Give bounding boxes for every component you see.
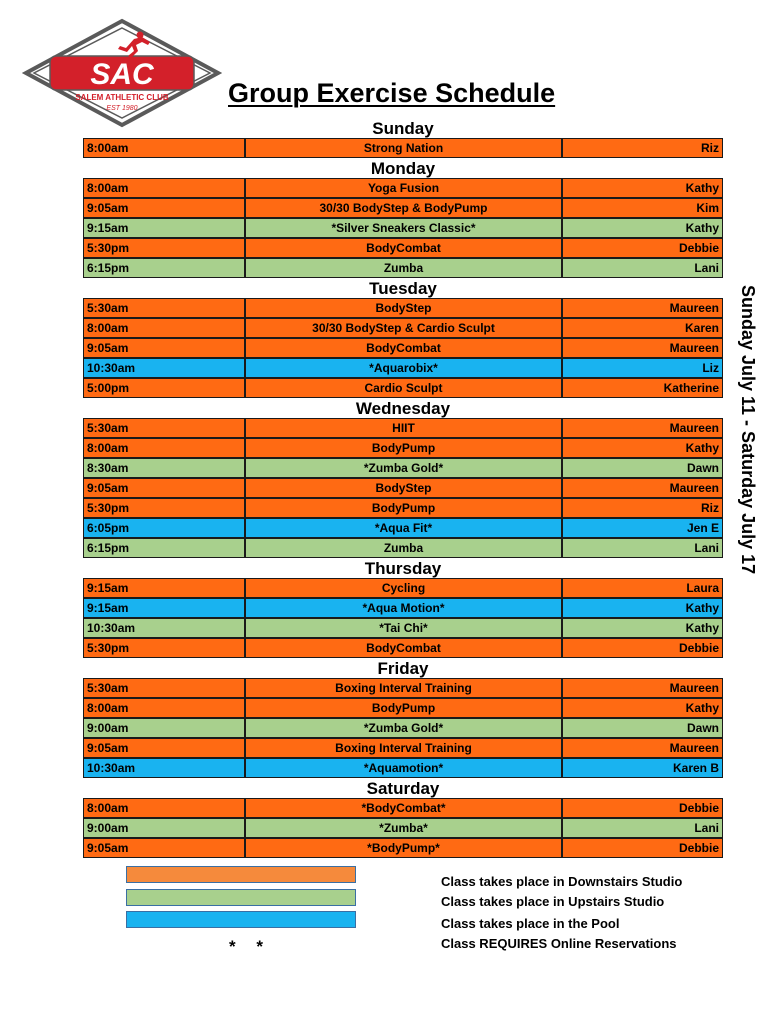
class-time: 5:30pm: [83, 638, 245, 658]
class-row: [83, 218, 723, 238]
class-row: [83, 838, 723, 858]
class-instructor: Riz: [562, 138, 723, 158]
class-name: 30/30 BodyStep & BodyPump: [245, 198, 562, 218]
class-instructor: Kim: [562, 198, 723, 218]
class-name: *Aquarobix*: [245, 358, 562, 378]
class-row: [83, 378, 723, 398]
class-name: *Tai Chi*: [245, 618, 562, 638]
class-row: [83, 238, 723, 258]
class-time: 10:30am: [83, 358, 245, 378]
class-instructor: Jen E: [562, 518, 723, 538]
class-name: *Silver Sneakers Classic*: [245, 218, 562, 238]
class-instructor: Liz: [562, 358, 723, 378]
day-header-monday: Monday: [370, 159, 436, 178]
class-time: 8:00am: [83, 698, 245, 718]
class-name: BodyStep: [245, 478, 562, 498]
class-instructor: Maureen: [562, 418, 723, 438]
day-header-sunday: Sunday: [372, 119, 434, 138]
class-name: *BodyPump*: [245, 838, 562, 858]
class-row: [83, 458, 723, 478]
class-instructor: Karen B: [562, 758, 723, 778]
class-time: 6:05pm: [83, 518, 245, 538]
class-time: 8:00am: [83, 178, 245, 198]
class-instructor: Kathy: [562, 218, 723, 238]
legend-swatch-upstairs: [126, 889, 356, 906]
day-header-tuesday: Tuesday: [369, 279, 437, 298]
class-time: 8:00am: [83, 798, 245, 818]
class-time: 8:00am: [83, 318, 245, 338]
date-range: Sunday July 11 - Saturday July 17: [738, 285, 758, 575]
class-name: *Zumba Gold*: [245, 718, 562, 738]
class-row: [83, 418, 723, 438]
class-row: [83, 318, 723, 338]
class-name: *Aquamotion*: [245, 758, 562, 778]
schedule-table: [83, 118, 723, 858]
class-instructor: Debbie: [562, 238, 723, 258]
class-time: 10:30am: [83, 618, 245, 638]
legend-reservation-label: Class REQUIRES Online Reservations: [441, 936, 677, 951]
class-name: Boxing Interval Training: [245, 678, 562, 698]
class-row: [83, 338, 723, 358]
class-instructor: Katherine: [562, 378, 723, 398]
class-row: [83, 538, 723, 558]
logo-established: EST 1980: [106, 105, 138, 112]
class-name: Yoga Fusion: [245, 178, 562, 198]
class-name: HIIT: [245, 418, 562, 438]
class-row: [83, 578, 723, 598]
class-row: [83, 198, 723, 218]
class-name: BodyCombat: [245, 338, 562, 358]
class-instructor: Maureen: [562, 338, 723, 358]
day-header-friday: Friday: [377, 659, 429, 678]
class-time: 9:05am: [83, 338, 245, 358]
class-instructor: Maureen: [562, 738, 723, 758]
page-title: Group Exercise Schedule: [228, 78, 556, 108]
class-name: Boxing Interval Training: [245, 738, 562, 758]
class-name: BodyPump: [245, 438, 562, 458]
logo-letters: SAC: [90, 58, 154, 91]
legend-swatch-downstairs: [126, 866, 356, 883]
class-time: 9:05am: [83, 838, 245, 858]
class-name: *Aqua Fit*: [245, 518, 562, 538]
class-name: BodyStep: [245, 298, 562, 318]
club-logo: [22, 18, 222, 128]
class-instructor: Maureen: [562, 678, 723, 698]
class-row: [83, 498, 723, 518]
class-row: [83, 258, 723, 278]
class-row: [83, 758, 723, 778]
day-header-wednesday: Wednesday: [355, 399, 451, 418]
class-row: [83, 178, 723, 198]
class-row: [83, 738, 723, 758]
class-time: 9:05am: [83, 198, 245, 218]
class-row: [83, 638, 723, 658]
legend-downstairs-label: Class takes place in Downstairs Studio: [441, 874, 683, 889]
class-name: BodyPump: [245, 698, 562, 718]
class-name: Strong Nation: [245, 138, 562, 158]
class-row: [83, 298, 723, 318]
class-instructor: Kathy: [562, 698, 723, 718]
class-row: [83, 478, 723, 498]
class-name: *Zumba Gold*: [245, 458, 562, 478]
class-instructor: Laura: [562, 578, 723, 598]
class-instructor: Lani: [562, 258, 723, 278]
legend-reservation-symbol: * *: [229, 937, 271, 956]
class-instructor: Debbie: [562, 838, 723, 858]
class-time: 5:30am: [83, 418, 245, 438]
legend-swatch-pool: [126, 911, 356, 928]
logo-club-name: SALEM ATHLETIC CLUB: [75, 93, 169, 102]
class-row: [83, 678, 723, 698]
day-header-saturday: Saturday: [366, 779, 440, 798]
logo-graphic: [22, 18, 222, 128]
class-name: BodyCombat: [245, 638, 562, 658]
class-row: [83, 138, 723, 158]
class-row: [83, 618, 723, 638]
class-time: 6:15pm: [83, 538, 245, 558]
class-instructor: Dawn: [562, 718, 723, 738]
class-instructor: Kathy: [562, 178, 723, 198]
class-instructor: Lani: [562, 818, 723, 838]
class-time: 5:00pm: [83, 378, 245, 398]
class-name: BodyPump: [245, 498, 562, 518]
class-name: *Zumba*: [245, 818, 562, 838]
class-time: 9:00am: [83, 818, 245, 838]
class-instructor: Dawn: [562, 458, 723, 478]
class-time: 9:05am: [83, 478, 245, 498]
class-row: [83, 798, 723, 818]
class-time: 6:15pm: [83, 258, 245, 278]
class-row: [83, 718, 723, 738]
legend-pool-label: Class takes place in the Pool: [441, 916, 620, 931]
class-time: 8:00am: [83, 438, 245, 458]
class-time: 5:30am: [83, 678, 245, 698]
class-instructor: Riz: [562, 498, 723, 518]
class-time: 8:30am: [83, 458, 245, 478]
class-name: *BodyCombat*: [245, 798, 562, 818]
class-name: Cycling: [245, 578, 562, 598]
class-name: 30/30 BodyStep & Cardio Sculpt: [245, 318, 562, 338]
class-name: BodyCombat: [245, 238, 562, 258]
class-time: 10:30am: [83, 758, 245, 778]
class-name: Cardio Sculpt: [245, 378, 562, 398]
class-time: 9:15am: [83, 598, 245, 618]
class-time: 9:05am: [83, 738, 245, 758]
class-time: 9:15am: [83, 218, 245, 238]
class-instructor: Debbie: [562, 638, 723, 658]
class-time: 5:30pm: [83, 238, 245, 258]
class-instructor: Maureen: [562, 478, 723, 498]
class-name: Zumba: [245, 258, 562, 278]
class-time: 9:00am: [83, 718, 245, 738]
class-instructor: Debbie: [562, 798, 723, 818]
class-row: [83, 698, 723, 718]
class-instructor: Lani: [562, 538, 723, 558]
class-name: Zumba: [245, 538, 562, 558]
class-time: 9:15am: [83, 578, 245, 598]
class-name: *Aqua Motion*: [245, 598, 562, 618]
class-instructor: Maureen: [562, 298, 723, 318]
class-instructor: Kathy: [562, 438, 723, 458]
class-row: [83, 598, 723, 618]
class-time: 5:30am: [83, 298, 245, 318]
class-instructor: Kathy: [562, 598, 723, 618]
class-row: [83, 438, 723, 458]
class-time: 5:30pm: [83, 498, 245, 518]
class-instructor: Karen: [562, 318, 723, 338]
day-header-thursday: Thursday: [364, 559, 442, 578]
class-row: [83, 358, 723, 378]
class-row: [83, 518, 723, 538]
legend-upstairs-label: Class takes place in Upstairs Studio: [441, 894, 665, 909]
class-time: 8:00am: [83, 138, 245, 158]
class-row: [83, 818, 723, 838]
class-instructor: Kathy: [562, 618, 723, 638]
